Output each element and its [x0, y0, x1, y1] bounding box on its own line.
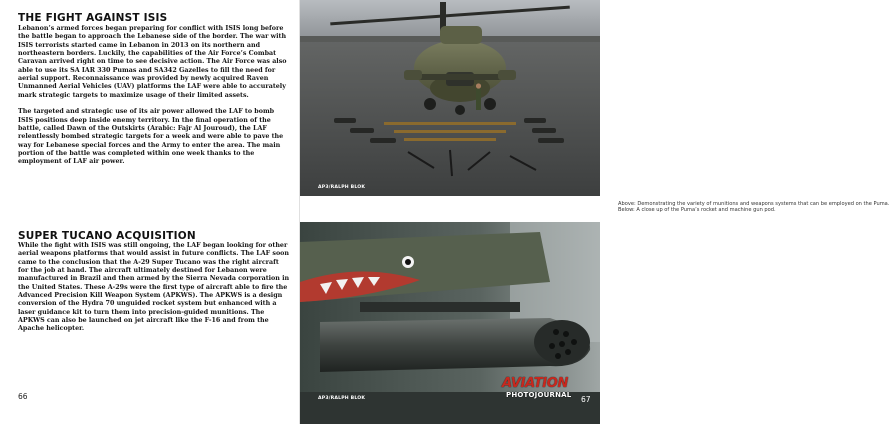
right-page — [300, 0, 890, 424]
paragraph-2: The targeted and strategic use of its air power allowed the LAF to bomb ISIS positions deep inside enemy territory. In the final operation of the battle, called Dawn of the Outskirts (Arabic: Fajr Al Jouroud), the LAF relentlessly bombed strategic targets for a week and were able to pave the way for Lebanese special forces and the Army to enter the area. The main portion of the battle was completed within one week thanks to the employment of LAF air power. — [18, 108, 284, 166]
section-heading-fight-against-isis: THE FIGHT AGAINST ISIS — [18, 12, 168, 24]
logo-line-photojournal: PHOTOJOURNAL — [506, 391, 572, 399]
photo2-credit: AP3/RALPH BLOK — [318, 396, 366, 401]
caption-below: Below: A close up of the Puma’s rocket and machine gun pod. — [618, 207, 776, 214]
logo-line-aviation: AVIATION — [502, 376, 569, 391]
page-number-right: 67 — [581, 395, 591, 404]
page-number-left: 66 — [18, 392, 28, 401]
section-heading-super-tucano: SUPER TUCANO ACQUISITION — [18, 230, 196, 242]
article-body-section1 — [18, 25, 290, 167]
caption-above: Above: Demonstrating the variety of munitions and weapons systems that can be employed on the Puma. — [618, 201, 890, 207]
article-body-section2 — [18, 242, 290, 334]
photo1-credit: AP3/RALPH BLOK — [318, 185, 366, 190]
left-page — [0, 0, 300, 424]
paragraph-1: Lebanon’s armed forces began preparing for conflict with ISIS long before the battle began to approach the Lebanese side of the border. The war with ISIS terrorists started came in Lebanon in 2013 on its northern and northeastern borders. Luckily, the capabilities of the Air Force’s Combat Caravan arrived right on time to see decisive action. The Air Force was also able to use its SA IAR 330 Pumas and SA342 Gazelles to fill the need for aerial support. Reconnaissance was provided by newly acquired Raven Unmanned Aerial Vehicles (UAV) platforms the LAF were able to accurately mark strategic targets to maximize usage of their limited assets. — [18, 25, 287, 99]
puma-munitions-photo — [300, 0, 600, 196]
photo-caption — [618, 201, 890, 214]
puma-munitions-illustration — [300, 0, 600, 196]
paragraph-3: While the fight with ISIS was still ongoing, the LAF began looking for other aerial weapons platforms that would assist in future conflicts. The LAF soon came to the conclusion that the A-29 Super Tucano was the right aircraft for the job at hand. The aircraft ultimately destined for Lebanon were manufactured in Brazil and then armed by the Sierra Nevada corporation in the United States. These A-29s were the first type of aircraft able to fire the Advanced Precision Kill Weapon System (APKWS). The APKWS is a design conversion of the Hydra 70 unguided rocket system but enhanced with a laser guidance kit to turn them into precision-guided munitions. The APKWS can also be launched on jet aircraft like the F-16 and from the Apache helicopter. — [18, 242, 290, 333]
